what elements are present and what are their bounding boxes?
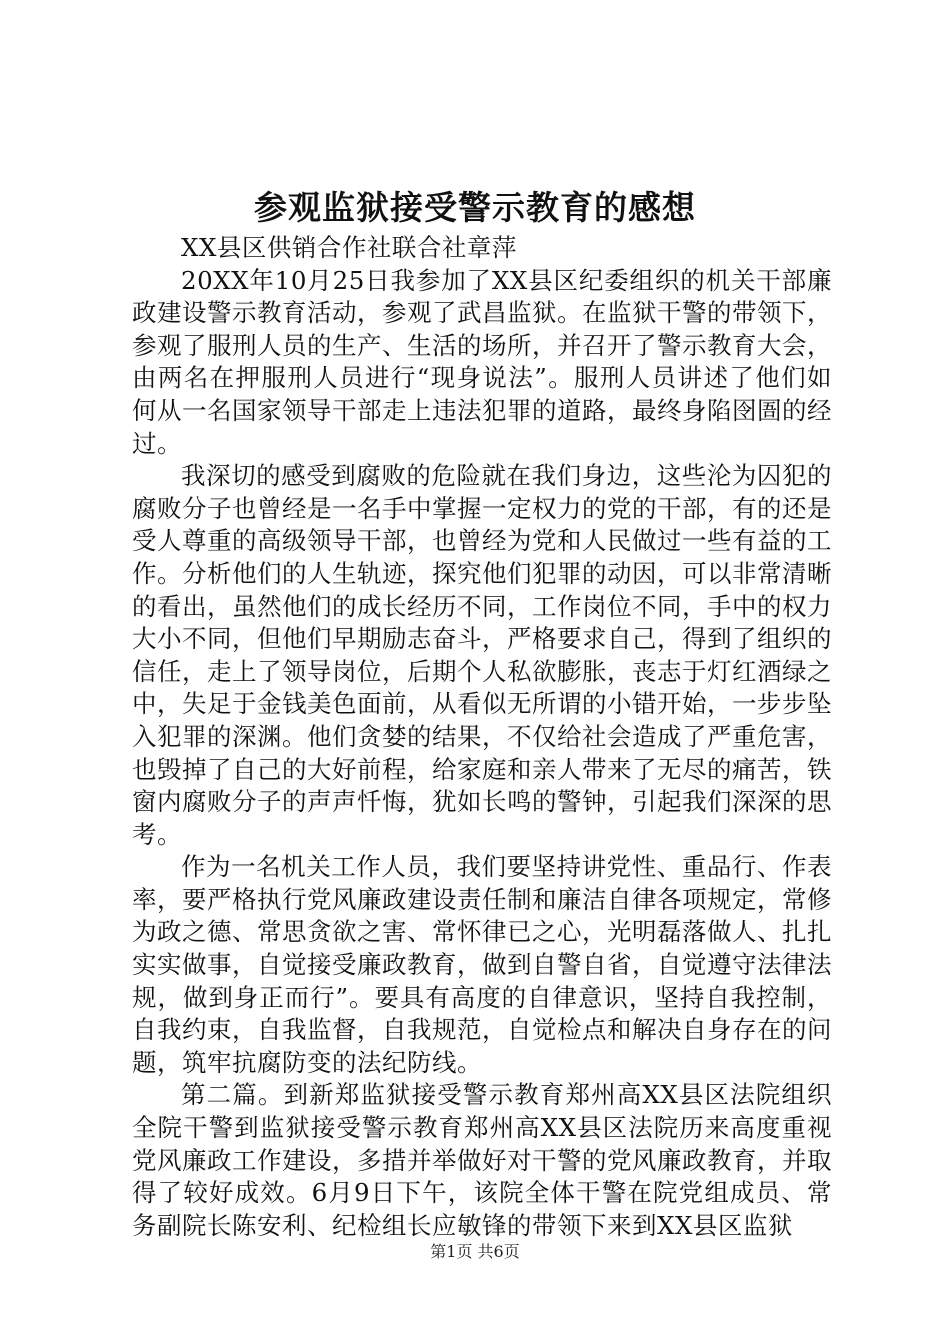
- paragraph-1: 20XX年10月25日我参加了XX县区纪委组织的机关干部廉政建设警示教育活动，参观了武昌监狱。在监狱干警的带领下，参观了服刑人员的生产、生活的场所，并召开了警示教育大会，由两名在押服刑人员进行“现身说法”。服刑人员讲述了他们如何从一名国家领导干部走上违法犯罪的道路，最终身陷囹圄的经过。: [132, 265, 832, 458]
- page-footer: 第1页 共6页: [430, 1242, 520, 1261]
- paragraph-2: 我深切的感受到腐败的危险就在我们身边，这些沦为囚犯的腐败分子也曾经是一名手中掌握一定权力的党的干部，有的还是受人尊重的高级领导干部，也曾经为党和人民做过一些有益的工作。分析他们的人生轨迹，探究他们犯罪的动因，可以非常清晰的看出，虽然他们的成长经历不同，工作岗位不同，手中的权力大小不同，但他们早期励志奋斗，严格要求自己，得到了组织的信任，走上了领导岗位，后期个人私欲膨胀，丧志于灯红酒绿之中，失足于金钱美色面前，从看似无所谓的小错开始，一步步坠入犯罪的深渊。他们贪婪的结果，不仅给社会造成了严重危害，也毁掉了自己的大好前程，给家庭和亲人带来了无尽的痛苦，铁窗内腐败分子的声声忏悔，犹如长鸣的警钟，引起我们深深的思考。: [132, 461, 832, 849]
- paragraph-4: 第二篇。到新郑监狱接受警示教育郑州高XX县区法院组织全院干警到监狱接受警示教育郑州高XX县区法院历来高度重视党风廉政工作建设，多措并举做好对干警的党风廉政教育，并取得了较好成效。6月9日下午，该院全体干警在院党组成员、常务副院长陈安利、纪检组长应敏锋的带领下来到XX县区监狱: [132, 1080, 832, 1240]
- paragraph-3: 作为一名机关工作人员，我们要坚持讲党性、重品行、作表率，要严格执行党风廉政建设责任制和廉洁自律各项规定，常修为政之德、常思贪欲之害、常怀律已之心，光明磊落做人、扎扎实实做事，自觉接受廉政教育，做到自警自省，自觉遵守法律法规，做到身正而行”。要具有高度的自律意识，坚持自我控制，自我约束，自我监督，自我规范，自觉检点和解决自身存在的问题，筑牢抗腐防变的法纪防线。: [132, 852, 832, 1077]
- document-title: 参观监狱接受警示教育的感想: [254, 188, 696, 227]
- document-body: [132, 232, 832, 1242]
- author-line: XX县区供销合作社联合社章萍: [181, 233, 517, 262]
